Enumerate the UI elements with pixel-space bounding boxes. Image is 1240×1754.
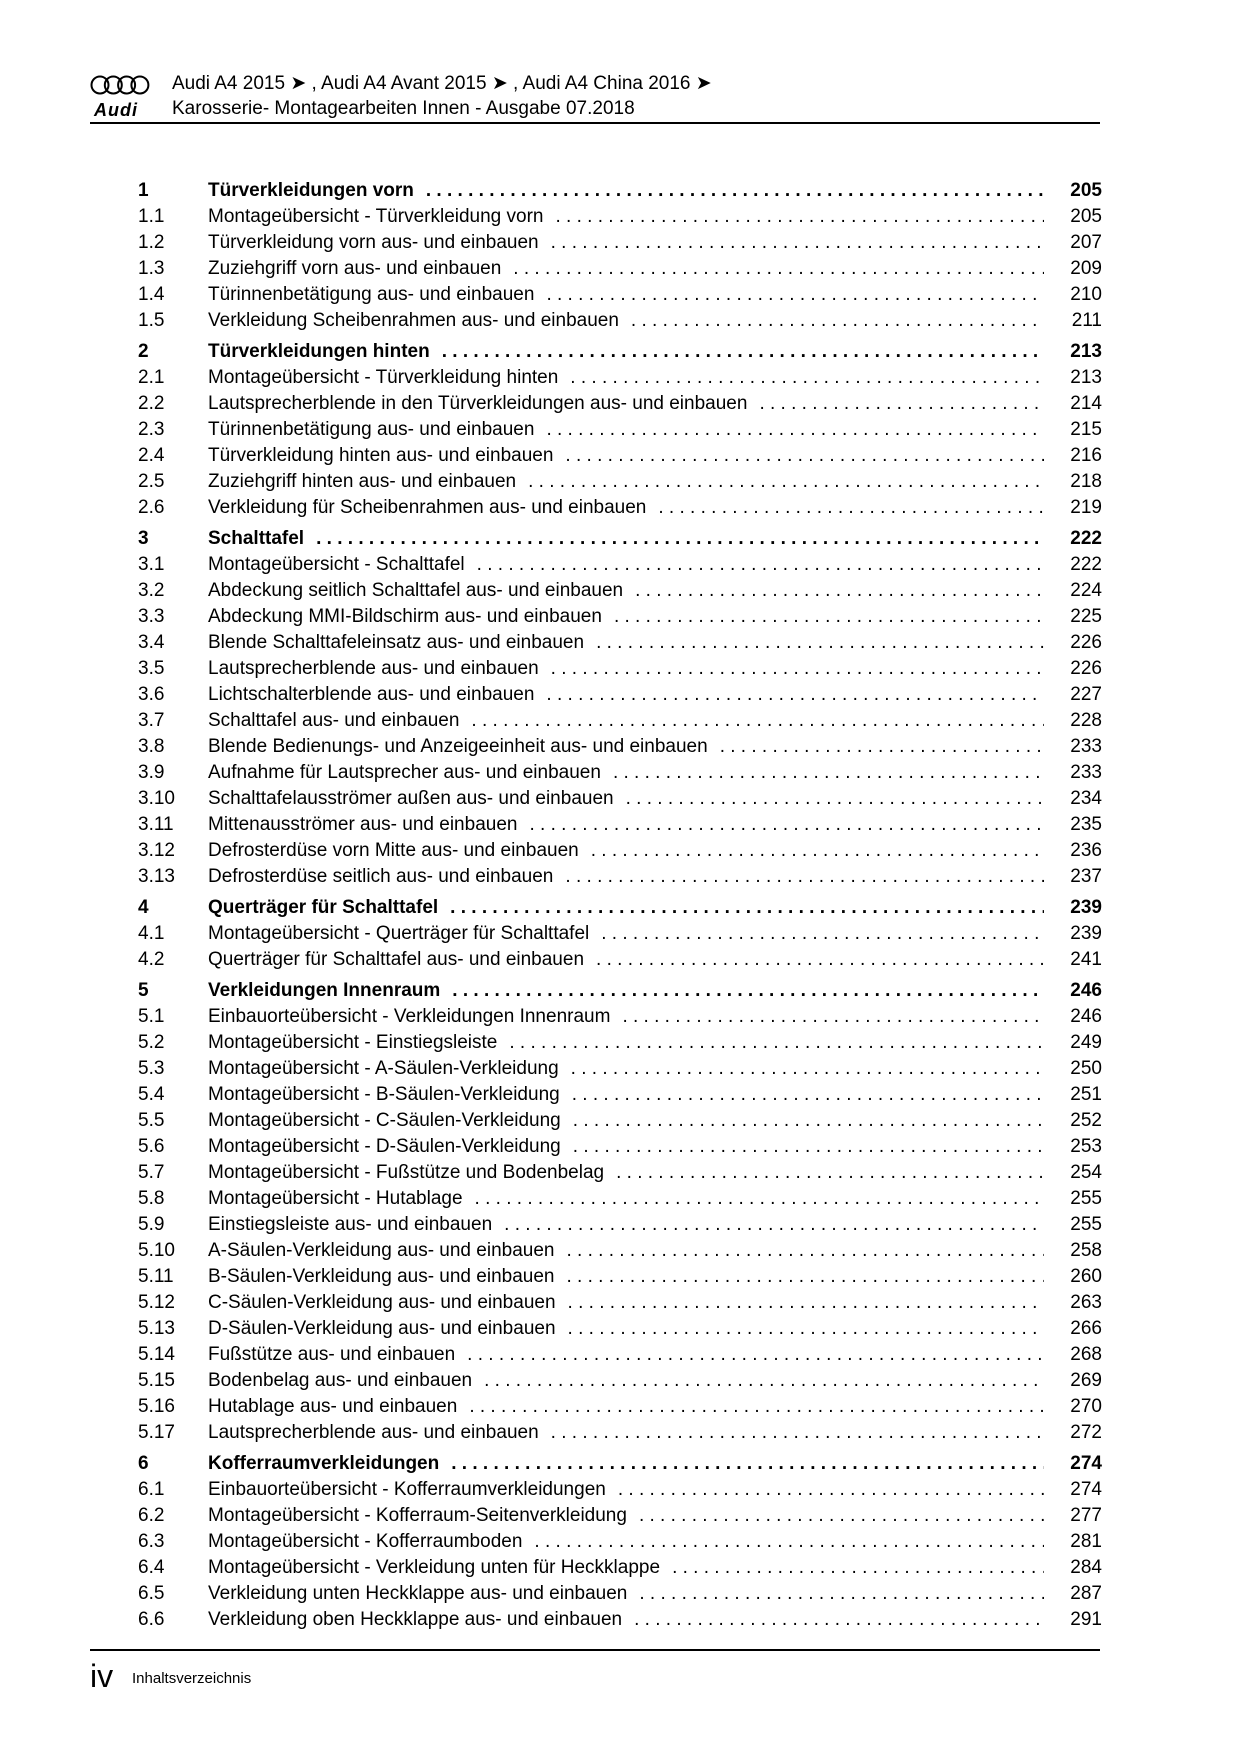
toc-section-row[interactable]: [138, 814, 1102, 840]
toc-title: Schalttafelausströmer außen aus- und einbauen: [208, 788, 626, 810]
toc-title: Türinnenbetätigung aus- und einbauen: [208, 419, 546, 441]
toc-section-row[interactable]: [138, 840, 1102, 866]
toc-dot-leader: [565, 445, 1044, 467]
toc-dot-leader: [551, 658, 1044, 680]
toc-dot-leader: [631, 310, 1044, 332]
header-subtitle: Karosserie- Montagearbeiten Innen - Ausgabe 07.2018: [172, 98, 635, 119]
toc-dot-leader: [546, 284, 1044, 306]
toc-page-number: 235: [1044, 814, 1102, 836]
toc-page-number: 255: [1044, 1188, 1102, 1210]
toc-title: Montageübersicht - Verkleidung unten für Heckklappe: [208, 1557, 672, 1579]
toc-number: 2.6: [138, 497, 165, 518]
toc-dot-leader: [504, 1214, 1044, 1236]
toc-title: Querträger für Schalttafel aus- und einbauen: [208, 949, 596, 971]
toc-page-number: 234: [1044, 788, 1102, 810]
toc-dot-leader: [614, 606, 1044, 628]
toc-dot-leader: [450, 897, 1044, 919]
toc-title: D-Säulen-Verkleidung aus- und einbauen: [208, 1318, 568, 1340]
toc-number: 3.10: [138, 788, 175, 809]
toc-dot-leader: [475, 1188, 1044, 1210]
toc-dot-leader: [573, 1136, 1044, 1158]
toc-number: 2.2: [138, 393, 165, 414]
toc-number: 3.13: [138, 866, 175, 887]
toc-dot-leader: [568, 1292, 1044, 1314]
toc-title: Verkleidung Scheibenrahmen aus- und einbauen: [208, 310, 631, 332]
toc-page-number: 258: [1044, 1240, 1102, 1262]
toc-number: 2: [138, 341, 149, 362]
toc-title: Defrosterdüse vorn Mitte aus- und einbauen: [208, 840, 591, 862]
toc-page-number: 277: [1044, 1505, 1102, 1527]
toc-section-row[interactable]: [138, 497, 1102, 523]
toc-title: Zuziehgriff vorn aus- und einbauen: [208, 258, 513, 280]
toc-title: B-Säulen-Verkleidung aus- und einbauen: [208, 1266, 566, 1288]
toc-section-row[interactable]: [138, 1058, 1102, 1084]
toc-number: 1.1: [138, 206, 165, 227]
toc-dot-leader: [534, 1531, 1044, 1553]
toc-section-row[interactable]: [138, 1292, 1102, 1318]
toc-section-row[interactable]: [138, 1422, 1102, 1448]
toc-section-row[interactable]: [138, 1032, 1102, 1058]
toc-title: Hutablage aus- und einbauen: [208, 1396, 469, 1418]
toc-section-row[interactable]: [138, 1266, 1102, 1292]
toc-dot-leader: [467, 1344, 1044, 1366]
toc-dot-leader: [469, 1396, 1044, 1418]
toc-page-number: 213: [1044, 367, 1102, 389]
toc-title: Blende Bedienungs- und Anzeigeeinheit aus- und einbauen: [208, 736, 720, 758]
toc-page-number: 205: [1044, 206, 1102, 228]
toc-title: C-Säulen-Verkleidung aus- und einbauen: [208, 1292, 568, 1314]
toc-page-number: 226: [1044, 658, 1102, 680]
toc-page-number: 291: [1044, 1609, 1102, 1631]
toc-number: 6: [138, 1453, 149, 1474]
toc-dot-leader: [566, 1266, 1044, 1288]
toc-number: 6.4: [138, 1557, 165, 1578]
toc-title: Verkleidung unten Heckklappe aus- und einbauen: [208, 1583, 639, 1605]
toc-number: 3.8: [138, 736, 165, 757]
toc-section-row[interactable]: [138, 471, 1102, 497]
toc-title: Montageübersicht - Querträger für Schalttafel: [208, 923, 601, 945]
toc-dot-leader: [634, 1609, 1044, 1631]
toc-number: 5.7: [138, 1162, 165, 1183]
toc-section-row[interactable]: [138, 1188, 1102, 1214]
toc-page-number: 252: [1044, 1110, 1102, 1132]
toc-number: 4.1: [138, 923, 165, 944]
toc-title: Montageübersicht - Schalttafel: [208, 554, 477, 576]
toc-page-number: 237: [1044, 866, 1102, 888]
toc-title: Einbauorteübersicht - Kofferraumverkleidungen: [208, 1479, 618, 1501]
toc-title: A-Säulen-Verkleidung aus- und einbauen: [208, 1240, 566, 1262]
toc-number: 3.6: [138, 684, 165, 705]
toc-dot-leader: [568, 1318, 1044, 1340]
toc-page-number: 209: [1044, 258, 1102, 280]
toc-number: 6.1: [138, 1479, 165, 1500]
toc-page-number: 246: [1044, 980, 1102, 1002]
toc-title: Montageübersicht - Kofferraum-Seitenverkleidung: [208, 1505, 639, 1527]
toc-title: Lautsprecherblende in den Türverkleidungen aus- und einbauen: [208, 393, 759, 415]
toc-number: 5.17: [138, 1422, 175, 1443]
toc-dot-leader: [618, 1479, 1044, 1501]
audi-rings-logo-icon: [90, 74, 150, 96]
toc-number: 5.5: [138, 1110, 165, 1131]
toc-section-row[interactable]: [138, 1505, 1102, 1531]
toc-page-number: 224: [1044, 580, 1102, 602]
toc-page-number: 266: [1044, 1318, 1102, 1340]
toc-title: Schalttafel aus- und einbauen: [208, 710, 471, 732]
toc-chapter-row[interactable]: [138, 1453, 1102, 1479]
toc-dot-leader: [426, 180, 1044, 202]
toc-dot-leader: [759, 393, 1044, 415]
toc-dot-leader: [513, 258, 1044, 280]
toc-number: 5.9: [138, 1214, 165, 1235]
toc-number: 3.1: [138, 554, 165, 575]
toc-chapter-row[interactable]: [138, 897, 1102, 923]
toc-title: Fußstütze aus- und einbauen: [208, 1344, 467, 1366]
toc-number: 2.5: [138, 471, 165, 492]
toc-page-number: 216: [1044, 445, 1102, 467]
toc-page-number: 254: [1044, 1162, 1102, 1184]
toc-number: 6.5: [138, 1583, 165, 1604]
toc-section-row[interactable]: [138, 1396, 1102, 1422]
toc-page-number: 214: [1044, 393, 1102, 415]
toc-page-number: 219: [1044, 497, 1102, 519]
toc-title: Mittenausströmer aus- und einbauen: [208, 814, 529, 836]
toc-dot-leader: [556, 206, 1045, 228]
toc-dot-leader: [509, 1032, 1044, 1054]
toc-dot-leader: [596, 632, 1044, 654]
table-of-contents: [138, 180, 1102, 1635]
toc-dot-leader: [477, 554, 1044, 576]
toc-page-number: 249: [1044, 1032, 1102, 1054]
toc-chapter-row[interactable]: [138, 341, 1102, 367]
toc-section-row[interactable]: [138, 284, 1102, 310]
toc-page-number: 211: [1044, 310, 1102, 332]
toc-page-number: 255: [1044, 1214, 1102, 1236]
toc-title: Türverkleidung vorn aus- und einbauen: [208, 232, 551, 254]
toc-dot-leader: [596, 949, 1044, 971]
toc-section-row[interactable]: [138, 788, 1102, 814]
toc-number: 5.2: [138, 1032, 165, 1053]
footer-page-number: iv: [90, 1658, 114, 1694]
toc-number: 5.10: [138, 1240, 175, 1261]
toc-page-number: 251: [1044, 1084, 1102, 1106]
header-divider: [90, 122, 1100, 124]
toc-dot-leader: [639, 1505, 1044, 1527]
toc-number: 1.3: [138, 258, 165, 279]
toc-section-row[interactable]: [138, 1557, 1102, 1583]
toc-dot-leader: [672, 1557, 1044, 1579]
toc-number: 4: [138, 897, 149, 918]
toc-title: Montageübersicht - B-Säulen-Verkleidung: [208, 1084, 572, 1106]
toc-title: Defrosterdüse seitlich aus- und einbauen: [208, 866, 565, 888]
toc-title: Lautsprecherblende aus- und einbauen: [208, 1422, 551, 1444]
toc-title: Montageübersicht - Fußstütze und Bodenbelag: [208, 1162, 616, 1184]
toc-section-row[interactable]: [138, 445, 1102, 471]
toc-dot-leader: [551, 1422, 1044, 1444]
toc-number: 5.11: [138, 1266, 174, 1287]
toc-page-number: 263: [1044, 1292, 1102, 1314]
toc-title: Montageübersicht - A-Säulen-Verkleidung: [208, 1058, 571, 1080]
toc-page-number: 213: [1044, 341, 1102, 363]
toc-section-row[interactable]: [138, 949, 1102, 975]
toc-page-number: 268: [1044, 1344, 1102, 1366]
toc-number: 3.4: [138, 632, 165, 653]
toc-dot-leader: [573, 1110, 1044, 1132]
toc-page-number: 205: [1044, 180, 1102, 202]
toc-page-number: 222: [1044, 528, 1102, 550]
toc-dot-leader: [451, 1453, 1044, 1475]
toc-dot-leader: [471, 710, 1044, 732]
toc-page-number: 233: [1044, 762, 1102, 784]
toc-number: 5.13: [138, 1318, 175, 1339]
toc-page-number: 218: [1044, 471, 1102, 493]
toc-title: Querträger für Schalttafel: [208, 897, 450, 919]
toc-dot-leader: [566, 1240, 1044, 1262]
toc-dot-leader: [616, 1162, 1044, 1184]
toc-section-row[interactable]: [138, 1162, 1102, 1188]
toc-number: 2.1: [138, 367, 165, 388]
toc-section-row[interactable]: [138, 393, 1102, 419]
toc-number: 3.11: [138, 814, 174, 835]
footer-label: Inhaltsverzeichnis: [132, 1670, 252, 1687]
toc-page-number: 260: [1044, 1266, 1102, 1288]
toc-page-number: 253: [1044, 1136, 1102, 1158]
toc-title: Einstiegsleiste aus- und einbauen: [208, 1214, 504, 1236]
toc-title: Montageübersicht - C-Säulen-Verkleidung: [208, 1110, 573, 1132]
toc-title: Türverkleidung hinten aus- und einbauen: [208, 445, 565, 467]
toc-title: Türverkleidungen hinten: [208, 341, 442, 363]
toc-title: Kofferraumverkleidungen: [208, 1453, 451, 1475]
toc-page-number: 281: [1044, 1531, 1102, 1553]
toc-number: 3: [138, 528, 149, 549]
toc-page-number: 215: [1044, 419, 1102, 441]
toc-page-number: 246: [1044, 1006, 1102, 1028]
toc-section-row[interactable]: [138, 1344, 1102, 1370]
toc-dot-leader: [442, 341, 1044, 363]
toc-dot-leader: [622, 1006, 1044, 1028]
toc-page-number: 272: [1044, 1422, 1102, 1444]
toc-section-row[interactable]: [138, 367, 1102, 393]
toc-dot-leader: [546, 684, 1044, 706]
toc-section-row[interactable]: [138, 1318, 1102, 1344]
toc-dot-leader: [551, 232, 1044, 254]
toc-page-number: 227: [1044, 684, 1102, 706]
toc-section-row[interactable]: [138, 736, 1102, 762]
toc-dot-leader: [529, 814, 1044, 836]
toc-section-row[interactable]: [138, 1531, 1102, 1557]
header-models: Audi A4 2015 ➤ , Audi A4 Avant 2015 ➤ , Audi A4 China 2016 ➤: [172, 73, 712, 94]
toc-dot-leader: [565, 866, 1044, 888]
toc-page-number: 269: [1044, 1370, 1102, 1392]
toc-title: Montageübersicht - Türverkleidung hinten: [208, 367, 570, 389]
toc-section-row[interactable]: [138, 206, 1102, 232]
toc-section-row[interactable]: [138, 258, 1102, 284]
toc-page-number: 228: [1044, 710, 1102, 732]
toc-section-row[interactable]: [138, 1370, 1102, 1396]
toc-dot-leader: [484, 1370, 1044, 1392]
toc-title: Lichtschalterblende aus- und einbauen: [208, 684, 546, 706]
toc-section-row[interactable]: [138, 1110, 1102, 1136]
toc-number: 6.3: [138, 1531, 165, 1552]
toc-number: 2.3: [138, 419, 165, 440]
toc-number: 5.8: [138, 1188, 165, 1209]
toc-number: 5.14: [138, 1344, 175, 1365]
toc-number: 5.12: [138, 1292, 175, 1313]
toc-section-row[interactable]: [138, 923, 1102, 949]
toc-section-row[interactable]: [138, 1214, 1102, 1240]
toc-number: 1.5: [138, 310, 165, 331]
toc-page-number: 274: [1044, 1479, 1102, 1501]
toc-section-row[interactable]: [138, 1479, 1102, 1505]
toc-page-number: 210: [1044, 284, 1102, 306]
toc-dot-leader: [546, 419, 1044, 441]
toc-section-row[interactable]: [138, 1006, 1102, 1032]
toc-title: Montageübersicht - Einstiegsleiste: [208, 1032, 509, 1054]
toc-title: Verkleidungen Innenraum: [208, 980, 452, 1002]
toc-page-number: 239: [1044, 897, 1102, 919]
toc-page-number: 284: [1044, 1557, 1102, 1579]
toc-number: 5.16: [138, 1396, 175, 1417]
toc-number: 3.5: [138, 658, 165, 679]
toc-title: Einbauorteübersicht - Verkleidungen Innenraum: [208, 1006, 622, 1028]
toc-number: 6.2: [138, 1505, 165, 1526]
toc-dot-leader: [316, 528, 1044, 550]
toc-number: 3.9: [138, 762, 165, 783]
toc-section-row[interactable]: [138, 554, 1102, 580]
toc-section-row[interactable]: [138, 710, 1102, 736]
toc-section-row[interactable]: [138, 1609, 1102, 1635]
toc-number: 1: [138, 180, 149, 201]
toc-page-number: 233: [1044, 736, 1102, 758]
footer-divider: [90, 1649, 1100, 1651]
toc-number: 3.2: [138, 580, 165, 601]
toc-number: 2.4: [138, 445, 165, 466]
toc-page-number: 226: [1044, 632, 1102, 654]
toc-section-row[interactable]: [138, 310, 1102, 336]
toc-title: Verkleidung oben Heckklappe aus- und einbauen: [208, 1609, 634, 1631]
toc-number: 5.3: [138, 1058, 165, 1079]
toc-section-row[interactable]: [138, 866, 1102, 892]
toc-chapter-row[interactable]: [138, 980, 1102, 1006]
toc-page-number: 287: [1044, 1583, 1102, 1605]
toc-title: Abdeckung MMI-Bildschirm aus- und einbauen: [208, 606, 614, 628]
toc-section-row[interactable]: [138, 762, 1102, 788]
toc-dot-leader: [720, 736, 1044, 758]
toc-dot-leader: [626, 788, 1044, 810]
audi-wordmark: Audi: [94, 100, 138, 120]
toc-section-row[interactable]: [138, 1084, 1102, 1110]
toc-title: Montageübersicht - Kofferraumboden: [208, 1531, 534, 1553]
toc-dot-leader: [570, 367, 1044, 389]
toc-title: Lautsprecherblende aus- und einbauen: [208, 658, 551, 680]
toc-title: Blende Schalttafeleinsatz aus- und einbauen: [208, 632, 596, 654]
toc-number: 3.12: [138, 840, 175, 861]
toc-number: 5.6: [138, 1136, 165, 1157]
toc-title: Abdeckung seitlich Schalttafel aus- und einbauen: [208, 580, 635, 602]
toc-title: Montageübersicht - D-Säulen-Verkleidung: [208, 1136, 573, 1158]
toc-dot-leader: [591, 840, 1044, 862]
toc-number: 6.6: [138, 1609, 165, 1630]
toc-section-row[interactable]: [138, 632, 1102, 658]
toc-page-number: 239: [1044, 923, 1102, 945]
toc-title: Verkleidung für Scheibenrahmen aus- und einbauen: [208, 497, 658, 519]
toc-chapter-row[interactable]: [138, 180, 1102, 206]
toc-page-number: 236: [1044, 840, 1102, 862]
toc-title: Montageübersicht - Türverkleidung vorn: [208, 206, 556, 228]
toc-dot-leader: [601, 923, 1044, 945]
toc-dot-leader: [613, 762, 1044, 784]
toc-number: 3.7: [138, 710, 165, 731]
toc-dot-leader: [571, 1058, 1044, 1080]
toc-page-number: 270: [1044, 1396, 1102, 1418]
toc-section-row[interactable]: [138, 658, 1102, 684]
toc-title: Schalttafel: [208, 528, 316, 550]
toc-number: 5.15: [138, 1370, 175, 1391]
toc-section-row[interactable]: [138, 232, 1102, 258]
toc-section-row[interactable]: [138, 1136, 1102, 1162]
toc-page-number: 222: [1044, 554, 1102, 576]
toc-chapter-row[interactable]: [138, 528, 1102, 554]
toc-title: Bodenbelag aus- und einbauen: [208, 1370, 484, 1392]
toc-title: Zuziehgriff hinten aus- und einbauen: [208, 471, 528, 493]
toc-page-number: 225: [1044, 606, 1102, 628]
toc-number: 5.1: [138, 1006, 165, 1027]
toc-section-row[interactable]: [138, 684, 1102, 710]
toc-title: Aufnahme für Lautsprecher aus- und einbauen: [208, 762, 613, 784]
toc-dot-leader: [635, 580, 1044, 602]
toc-number: 5.4: [138, 1084, 165, 1105]
toc-section-row[interactable]: [138, 1583, 1102, 1609]
toc-number: 1.4: [138, 284, 165, 305]
toc-dot-leader: [452, 980, 1044, 1002]
toc-section-row[interactable]: [138, 580, 1102, 606]
toc-page-number: 250: [1044, 1058, 1102, 1080]
toc-title: Montageübersicht - Hutablage: [208, 1188, 475, 1210]
toc-page-number: 274: [1044, 1453, 1102, 1475]
toc-dot-leader: [658, 497, 1044, 519]
toc-number: 3.3: [138, 606, 165, 627]
toc-dot-leader: [528, 471, 1044, 493]
toc-number: 5: [138, 980, 149, 1001]
toc-page-number: 207: [1044, 232, 1102, 254]
toc-number: 1.2: [138, 232, 165, 253]
toc-page-number: 241: [1044, 949, 1102, 971]
toc-title: Türverkleidungen vorn: [208, 180, 426, 202]
toc-section-row[interactable]: [138, 606, 1102, 632]
toc-dot-leader: [572, 1084, 1044, 1106]
toc-section-row[interactable]: [138, 419, 1102, 445]
toc-section-row[interactable]: [138, 1240, 1102, 1266]
toc-dot-leader: [639, 1583, 1044, 1605]
toc-number: 4.2: [138, 949, 165, 970]
toc-title: Türinnenbetätigung aus- und einbauen: [208, 284, 546, 306]
